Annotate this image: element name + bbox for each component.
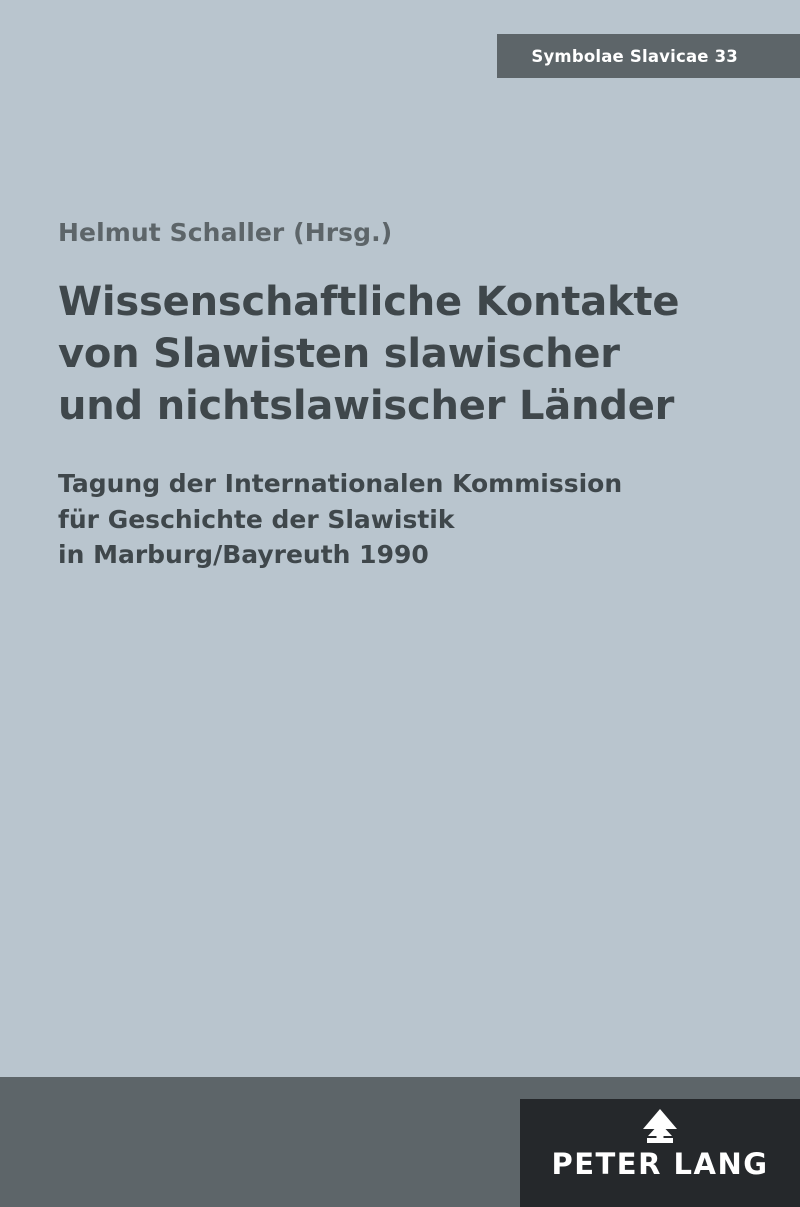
publisher-name: PETER LANG xyxy=(551,1147,769,1181)
subtitle xyxy=(58,466,718,573)
series-label: Symbolae Slavicae 33 xyxy=(531,46,738,66)
subtitle-line-2: für Geschichte der Slawistik xyxy=(58,504,455,534)
title-line-3: und nichtslawischer Länder xyxy=(58,383,675,429)
cover-text-block xyxy=(58,218,718,573)
page-title xyxy=(58,276,718,432)
title-line-2: von Slawisten slawischer xyxy=(58,331,620,377)
peter-lang-tree-logo-icon xyxy=(640,1109,680,1143)
title-line-1: Wissenschaftliche Kontakte xyxy=(58,279,680,325)
subtitle-line-3: in Marburg/Bayreuth 1990 xyxy=(58,540,429,569)
series-band xyxy=(497,34,800,78)
editor-name: Helmut Schaller (Hrsg.) xyxy=(58,218,393,247)
publisher-box xyxy=(520,1099,800,1207)
subtitle-line-1: Tagung der Internationalen Kommission xyxy=(58,469,623,498)
